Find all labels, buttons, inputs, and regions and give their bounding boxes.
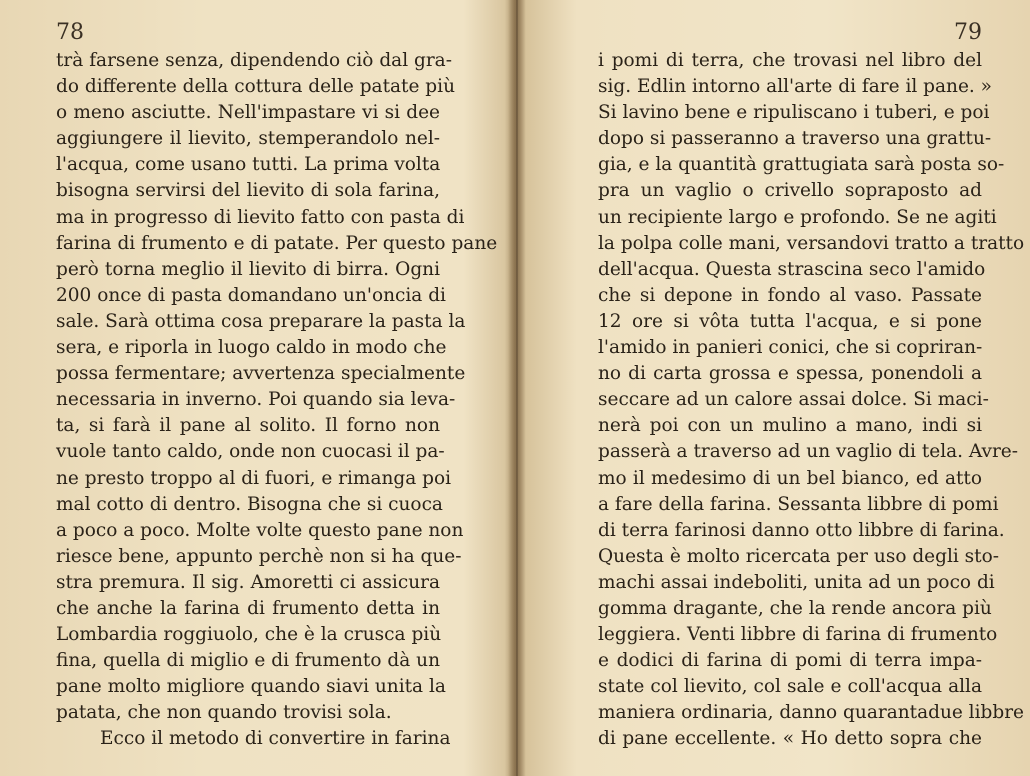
text-line: e dodici di farina di pomi di terra impa- (598, 650, 982, 672)
text-line: 200 once di pasta domandano un'oncia di (56, 284, 446, 306)
text-line: di terra farinosi danno otto libbre di farina. (598, 519, 1005, 541)
text-line: passerà a traverso ad un vaglio di tela. Avre- (598, 441, 1019, 463)
text-line: do differente della cottura delle patate più (56, 76, 455, 98)
text-line: aggiungere il lievito, stemperandolo nel- (56, 128, 440, 150)
text-line: vuole tanto caldo, onde non cuocasi il pa- (56, 441, 445, 463)
text-line: maniera ordinaria, danno quarantadue libbre (598, 702, 1024, 724)
text-line: trà farsene senza, dipendendo ciò dal gra- (56, 50, 452, 71)
text-line: sale. Sarà ottima cosa preparare la pasta la (56, 310, 466, 332)
text-line: che si depone in fondo al vaso. Passate (598, 284, 982, 306)
text-line: dell'acqua. Questa strascina seco l'amido (598, 258, 986, 280)
text-line: pane molto migliore quando siavi unita la (56, 676, 446, 698)
text-line: o meno asciutte. Nell'impastare vi si dee (56, 102, 440, 124)
text-line: sig. Edlin intorno all'arte di fare il pane. » (598, 76, 992, 98)
text-line: ne presto troppo al di fuori, e rimanga poi (56, 467, 452, 489)
text-line: leggiera. Venti libbre di farina di frumento (598, 624, 998, 646)
right-page-text (598, 48, 1025, 753)
text-line: necessaria in inverno. Poi quando sia leva- (56, 389, 456, 411)
text-line: mo il medesimo di un bel bianco, ed atto (598, 467, 982, 489)
text-line: no di carta grossa e spessa, ponendoli a (598, 363, 982, 385)
text-line: stra premura. Il sig. Amoretti ci assicura (56, 571, 440, 593)
text-line: gia, e la quantità grattugiata sarà posta so- (598, 154, 1005, 176)
text-line: sera, e riporla in luogo caldo in modo che (56, 337, 447, 359)
text-line: l'acqua, come usano tutti. La prima volta (56, 154, 441, 176)
text-line: bisogna servirsi del lievito di sola farina, (56, 180, 440, 202)
text-line: Lombardia roggiuolo, che è la crusca più (56, 624, 442, 646)
text-line: Ecco il metodo di convertire in farina (100, 728, 451, 750)
page-number: 79 (954, 20, 982, 45)
text-line: a fare della farina. Sessanta libbre di pomi (598, 493, 999, 515)
text-line: i pomi di terra, che trovasi nel libro del (598, 50, 982, 71)
text-line: mal cotto di dentro. Bisogna che si cuoca (56, 493, 443, 515)
page-number: 78 (56, 20, 84, 45)
text-line: la polpa colle mani, versandovi tratto a tratto (598, 232, 1025, 254)
text-line: però torna meglio il lievito di birra. Ogni (56, 258, 440, 280)
text-line: Si lavino bene e ripuliscano i tuberi, e poi (598, 102, 990, 124)
text-line: pra un vaglio o crivello sopraposto ad (598, 180, 982, 202)
left-page-text (56, 48, 498, 753)
text-line: l'amido in panieri conici, che si copriran- (598, 337, 983, 359)
left-page (56, 10, 498, 770)
text-line: ta, si farà il pane al solito. Il forno non (56, 415, 440, 437)
text-line: patata, che non quando trovisi sola. (56, 702, 392, 724)
text-line: dopo si passeranno a traverso una grattu- (598, 128, 992, 150)
text-line: di pane eccellente. « Ho detto sopra che (598, 728, 982, 750)
right-page (598, 10, 1025, 770)
text-line: Questa è molto ricercata per uso degli sto- (598, 545, 1000, 567)
text-line: gomma dragante, che la rende ancora più (598, 597, 992, 619)
text-line: machi assai indeboliti, unita ad un poco di (598, 571, 995, 593)
text-line: fina, quella di miglio e di frumento dà un (56, 650, 440, 672)
text-line: seccare ad un calore assai dolce. Si maci- (598, 389, 989, 411)
text-line: 12 ore si vôta tutta l'acqua, e si pone (598, 310, 982, 332)
text-line: che anche la farina di frumento detta in (56, 597, 440, 619)
book-gutter (508, 0, 526, 776)
text-line: ma in progresso di lievito fatto con pasta di (56, 206, 465, 228)
text-line: riesce bene, appunto perchè non si ha que- (56, 545, 462, 567)
text-line: state col lievito, col sale e coll'acqua alla (598, 676, 982, 698)
text-line: nerà poi con un mulino a mano, indi si (598, 415, 982, 437)
text-line: un recipiente largo e profondo. Se ne agiti (598, 206, 997, 228)
text-line: a poco a poco. Molte volte questo pane non (56, 519, 464, 541)
text-line: possa fermentare; avvertenza specialmente (56, 363, 466, 385)
text-line: farina di frumento e di patate. Per questo pane (56, 232, 498, 254)
